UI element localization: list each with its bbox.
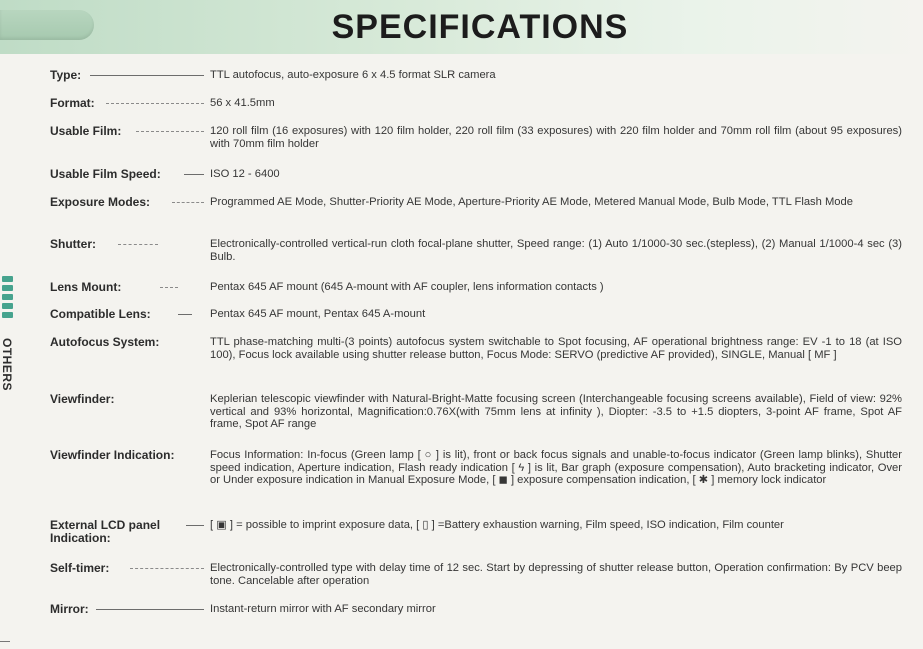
- page-edge-mark: [0, 641, 10, 642]
- spec-value: Keplerian telescopic viewfinder with Natural-Bright-Matte focusing screen (Interchangeable focusing screens available), Field of view: 92% vertical and 93% horizontal, Magnification:0.76X(with 75mm lens at infinity ), Diopter: -3.5 to +1.5 diopters, 3-point AF frame, Spot AF frame, Spot AF range: [210, 393, 902, 430]
- spec-value: Pentax 645 AF mount, Pentax 645 A-mount: [210, 308, 426, 320]
- spec-label: Usable Film Speed:: [50, 167, 161, 181]
- spec-label: Viewfinder Indication:: [50, 448, 175, 462]
- spec-value: Pentax 645 AF mount (645 A-mount with AF coupler, lens information contacts ): [210, 281, 604, 293]
- spec-label: Format:: [50, 96, 95, 110]
- leader-line: [186, 525, 204, 526]
- leader-line: [106, 103, 204, 104]
- leader-line: [172, 202, 204, 203]
- spec-label: Self-timer:: [50, 561, 110, 575]
- spec-value: Electronically-controlled vertical-run cloth focal-plane shutter, Speed range: (1) Auto 1/1000-30 sec.(stepless), (2) Manual 1/1000-4 sec (3) Bulb.: [210, 238, 902, 263]
- spec-label: Compatible Lens:: [50, 307, 151, 321]
- spec-label: Viewfinder:: [50, 392, 115, 406]
- spec-label: Exposure Modes:: [50, 195, 151, 209]
- spec-value: TTL autofocus, auto-exposure 6 x 4.5 format SLR camera: [210, 69, 496, 81]
- leader-line: [90, 75, 204, 76]
- section-label-others: OTHERS: [0, 338, 14, 392]
- spec-label: External LCD panel Indication:: [50, 518, 161, 545]
- spec-value: Programmed AE Mode, Shutter-Priority AE Mode, Aperture-Priority AE Mode, Metered Manual Mode, Bulb Mode, TTL Flash Mode: [210, 196, 853, 208]
- leader-line: [118, 244, 158, 245]
- spec-value: ISO 12 - 6400: [210, 168, 280, 180]
- leader-line: [178, 314, 192, 315]
- spec-value: Instant-return mirror with AF secondary mirror: [210, 603, 436, 615]
- spec-label: Lens Mount:: [50, 280, 122, 294]
- spec-value: Electronically-controlled type with delay time of 12 sec. Start by depressing of shutter release button, Operation confirmation: By PCV beep tone. Cancelable after operation: [210, 562, 902, 587]
- leader-line: [136, 131, 204, 132]
- spec-value: [ ▣ ] = possible to imprint exposure data, [ ▯ ] =Battery exhaustion warning, Film speed, ISO indication, Film counter: [210, 519, 784, 531]
- spec-label: Usable Film:: [50, 124, 122, 138]
- leader-line: [96, 609, 204, 610]
- leader-line: [130, 568, 204, 569]
- spec-value: 56 x 41.5mm: [210, 97, 275, 109]
- spec-value: 120 roll film (16 exposures) with 120 film holder, 220 roll film (33 exposures) with 220 film holder and 70mm roll film (about 95 exposures) with 70mm film holder: [210, 125, 902, 150]
- leader-line: [184, 174, 204, 175]
- leader-line: [160, 287, 178, 288]
- spec-label: Type:: [50, 68, 82, 82]
- page-title: SPECIFICATIONS: [331, 8, 629, 46]
- spec-label: Autofocus System:: [50, 335, 160, 349]
- spec-label: Mirror:: [50, 602, 89, 616]
- spec-label: Shutter:: [50, 237, 96, 251]
- spec-value: Focus Information: In-focus (Green lamp [ ○ ] is lit), front or back focus signals and unable-to-focus indicator (Green lamp blinks), Shutter speed indication, Aperture indication, Flash ready indication [ ϟ ] is lit, Bar graph (exposure compensation), Auto bracketing indicator, Over or Under exposure indication in Manual Exposure Mode, [ ◼ ] exposure compensation indication, [ ✱ ] memory lock indicator: [210, 449, 902, 486]
- spec-value: TTL phase-matching multi-(3 points) autofocus system switchable to Spot focusing, AF operational brightness range: EV -1 to 18 (at ISO 100), Focus lock available using shutter release button, Focus Mode: SERVO (predictive AF provided), SINGLE, Manual [ MF ]: [210, 336, 902, 361]
